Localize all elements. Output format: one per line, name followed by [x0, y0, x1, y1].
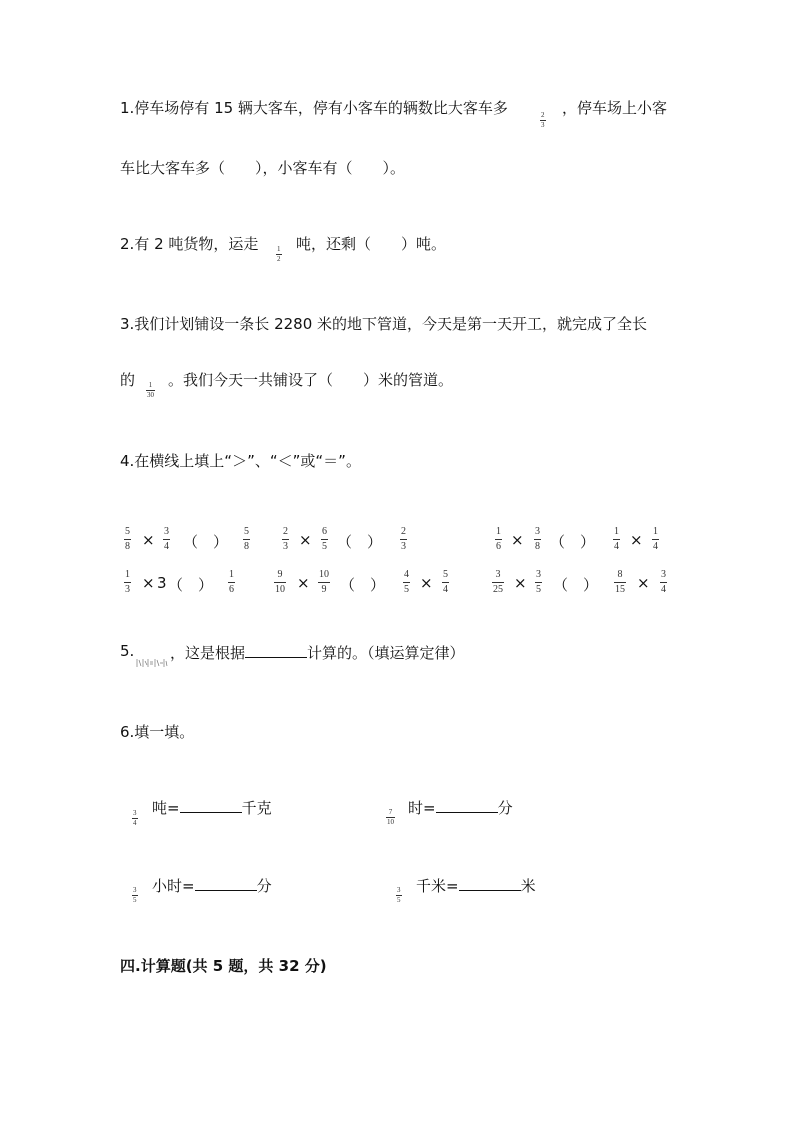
answer-blank[interactable]: [459, 876, 521, 891]
q1-text-2: 车比大客车多（ ），小客车有（ ）。: [120, 159, 406, 177]
q1-text-1: 1.停车场停有 15 辆大客车，停有小客车的辆数比大客车多: [120, 99, 508, 117]
question-4: [120, 450, 361, 471]
fraction: 3 5: [536, 569, 541, 595]
answer-blank[interactable]: [180, 798, 242, 813]
q2-text-a: 2.有 2 吨货物，运走: [120, 235, 259, 253]
fraction: 5 8: [125, 526, 130, 552]
q3-text-a: 的: [120, 371, 136, 389]
fraction: 7 10: [387, 808, 394, 826]
fraction: 3 4: [164, 526, 169, 552]
q6-item-3: 小时= 分: [152, 877, 272, 895]
q1-text-tail: ，停车场上小客: [562, 99, 668, 117]
question-3-line-1: [120, 313, 647, 334]
q3-fraction: 1 30: [147, 381, 154, 399]
fraction: 4 5: [404, 569, 409, 595]
answer-blank[interactable]: [436, 798, 498, 813]
q5-number: 5.: [120, 642, 135, 660]
answer-blank[interactable]: [195, 876, 257, 891]
fraction: 1 4: [614, 526, 619, 552]
fraction: 9 10: [275, 569, 285, 595]
number-three: 3: [157, 574, 167, 592]
times-sign: ×: [637, 574, 650, 592]
times-sign: ×: [420, 574, 433, 592]
fraction: 3 25: [493, 569, 503, 595]
q2-text-b: 吨，还剩（ ）吨。: [296, 235, 447, 253]
times-sign: ×: [299, 531, 312, 549]
section-heading: [120, 955, 327, 976]
q3-text-1: 3.我们计划铺设一条长 2280 米的地下管道，今天是第一天开工，就完成了全长: [120, 315, 648, 333]
fraction: 1 4: [653, 526, 658, 552]
fraction: 10 9: [319, 569, 329, 595]
q5-text: ，这是根据 计算的。（填运算定律）: [170, 644, 465, 662]
times-sign: ×: [514, 574, 527, 592]
times-sign: ×: [142, 531, 155, 549]
fraction: 1 6: [229, 569, 234, 595]
q1-fraction: 2 3: [541, 111, 545, 129]
fraction: 5 4: [443, 569, 448, 595]
answer-paren[interactable]: （ ）: [168, 576, 214, 594]
q6-item-4: 千米= 米: [416, 877, 536, 895]
q6-item-1: 吨= 千克: [152, 799, 272, 817]
answer-paren[interactable]: （ ）: [183, 533, 229, 551]
section-4-title: 四.计算题(共 5 题，共 32 分): [120, 957, 327, 975]
fraction: 5 8: [244, 526, 249, 552]
fraction: 2 3: [401, 526, 406, 552]
equation-image: [136, 657, 168, 671]
times-sign: ×: [511, 531, 524, 549]
q3-text-b: 。我们今天一共铺设了（ ）米的管道。: [168, 371, 454, 389]
fraction: 2 3: [283, 526, 288, 552]
fraction: 1 6: [496, 526, 501, 552]
answer-paren[interactable]: （ ）: [550, 533, 596, 551]
question-3-line-2: [120, 369, 135, 390]
question-1-line-2: [120, 157, 405, 178]
fraction: 3 5: [397, 886, 401, 904]
times-sign: ×: [142, 574, 155, 592]
answer-paren[interactable]: （ ）: [553, 576, 599, 594]
q6-item-2: 时= 分: [408, 799, 513, 817]
fraction: 6 5: [322, 526, 327, 552]
question-6: [120, 721, 194, 742]
fraction: 3 4: [661, 569, 666, 595]
answer-paren[interactable]: （ ）: [337, 533, 383, 551]
q2-fraction: 1 2: [277, 245, 281, 263]
fraction: 8 15: [615, 569, 625, 595]
question-2: [120, 233, 258, 254]
answer-paren[interactable]: （ ）: [340, 576, 386, 594]
q4-text: 4.在横线上填上“＞”、“＜”或“＝”。: [120, 452, 361, 470]
fraction: 3 4: [133, 809, 137, 827]
times-sign: ×: [297, 574, 310, 592]
fraction: 3 5: [133, 886, 137, 904]
times-sign: ×: [630, 531, 643, 549]
answer-blank[interactable]: [245, 643, 307, 658]
q6-title: 6.填一填。: [120, 723, 195, 741]
fraction: 1 3: [125, 569, 130, 595]
fraction: 3 8: [535, 526, 540, 552]
question-1-line-1: [120, 97, 508, 118]
